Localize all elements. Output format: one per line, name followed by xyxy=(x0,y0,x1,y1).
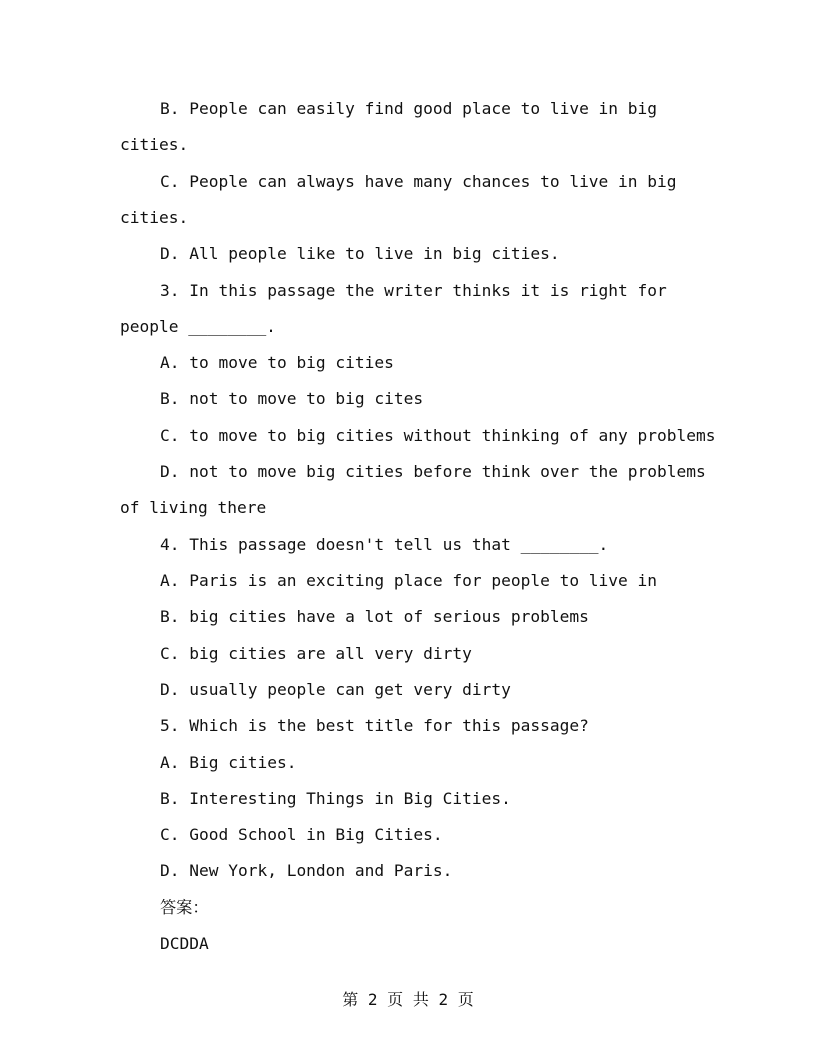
question-3-line-2: people ________. xyxy=(120,317,276,336)
q3-option-c: C. to move to big cities without thinking of any problems xyxy=(160,426,716,445)
option-c-line-1: C. People can always have many chances to live in big xyxy=(160,172,677,191)
q4-option-b: B. big cities have a lot of serious problems xyxy=(160,607,589,626)
q3-option-b: B. not to move to big cites xyxy=(160,389,424,408)
q5-option-c: C. Good School in Big Cities. xyxy=(160,825,443,844)
page-footer: 第 2 页 共 2 页 xyxy=(342,990,474,1009)
question-4: 4. This passage doesn't tell us that ________. xyxy=(160,535,609,554)
question-5: 5. Which is the best title for this passage? xyxy=(160,716,589,735)
option-d-line: D. All people like to live in big cities. xyxy=(160,244,560,263)
q5-option-a: A. Big cities. xyxy=(160,753,297,772)
q3-option-a: A. to move to big cities xyxy=(160,353,394,372)
answer-key: DCDDA xyxy=(160,934,209,953)
question-3-line-1: 3. In this passage the writer thinks it is right for xyxy=(160,281,667,300)
option-c-line-2: cities. xyxy=(120,208,189,227)
q3-option-d-line-1: D. not to move big cities before think over the problems xyxy=(160,462,706,481)
q4-option-d: D. usually people can get very dirty xyxy=(160,680,511,699)
q5-option-b: B. Interesting Things in Big Cities. xyxy=(160,789,511,808)
q4-option-c: C. big cities are all very dirty xyxy=(160,644,472,663)
q4-option-a: A. Paris is an exciting place for people to live in xyxy=(160,571,658,590)
option-b-line-2: cities. xyxy=(120,135,189,154)
q5-option-d: D. New York, London and Paris. xyxy=(160,861,453,880)
answer-label: 答案： xyxy=(160,898,209,917)
q3-option-d-line-2: of living there xyxy=(120,498,267,517)
option-b-line-1: B. People can easily find good place to live in big xyxy=(160,99,658,118)
